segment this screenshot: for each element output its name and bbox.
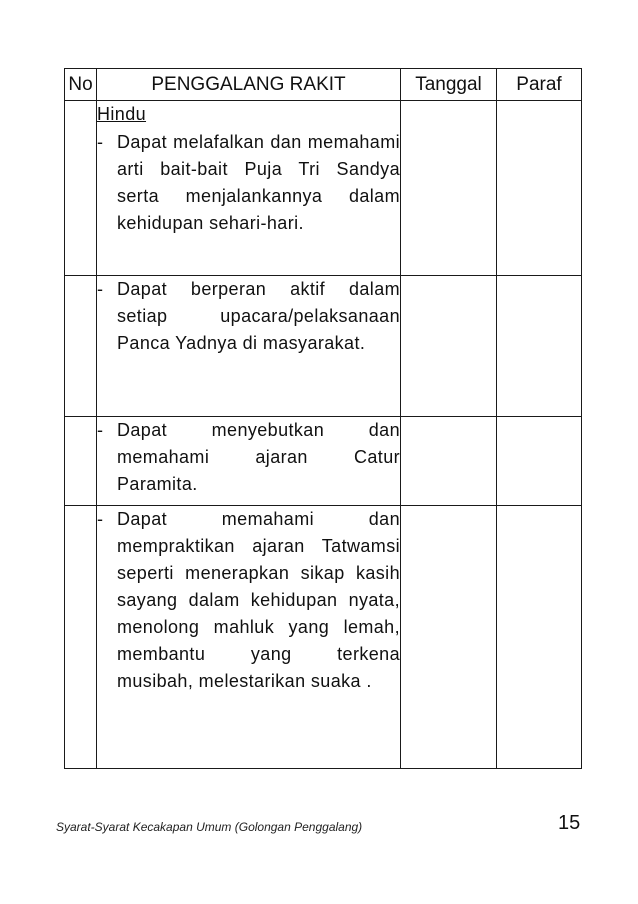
requirements-sheet [64,68,581,769]
table-row [65,506,582,769]
tanggal-cell[interactable] [401,417,497,506]
requirement-text: Dapat berperan aktif dalam setiap upacara/pelaksanaan Panca Yadnya di masyarakat. [117,279,400,353]
requirement-cell [97,101,401,276]
table-header-row [65,69,582,101]
tanggal-cell[interactable] [401,101,497,276]
requirements-table [64,68,582,769]
dash-bullet: - [97,509,104,529]
paraf-cell[interactable] [497,417,582,506]
tanggal-cell[interactable] [401,276,497,417]
dash-bullet: - [97,132,104,152]
requirement-cell [97,506,401,769]
header-tanggal: Tanggal [401,69,497,101]
requirement-item [97,417,400,498]
table-row [65,101,582,276]
group-title-hindu: Hindu [97,104,147,124]
requirement-item [97,506,400,695]
footer-title: Syarat-Syarat Kecakapan Umum (Golongan Penggalang) [56,820,363,834]
page-number: 15 [558,812,581,834]
requirement-item [97,129,400,237]
paraf-cell[interactable] [497,276,582,417]
requirement-cell [97,417,401,506]
requirement-cell [97,276,401,417]
dash-bullet: - [97,420,104,440]
no-cell [65,417,97,506]
paraf-cell[interactable] [497,101,582,276]
no-cell [65,276,97,417]
requirement-text: Dapat menyebutkan dan memahami ajaran Catur Paramita. [117,420,400,494]
dash-bullet: - [97,279,104,299]
tanggal-cell[interactable] [401,506,497,769]
header-penggalang-rakit: PENGGALANG RAKIT [97,69,401,101]
table-row [65,417,582,506]
table-row [65,276,582,417]
paraf-cell[interactable] [497,506,582,769]
no-cell [65,101,97,276]
requirement-item [97,276,400,357]
requirement-text: Dapat melafalkan dan memahami arti bait-bait Puja Tri Sandya serta menjalankannya dalam kehidupan sehari-hari. [117,132,400,233]
requirement-text: Dapat memahami dan mempraktikan ajaran Tatwamsi seperti menerapkan sikap kasih sayang dalam kehidupan nyata, menolong mahluk yang lemah, membantu yang terkena musibah, melestarikan suaka . [117,509,400,691]
header-no: No [65,69,97,101]
header-paraf: Paraf [497,69,582,101]
no-cell [65,506,97,769]
